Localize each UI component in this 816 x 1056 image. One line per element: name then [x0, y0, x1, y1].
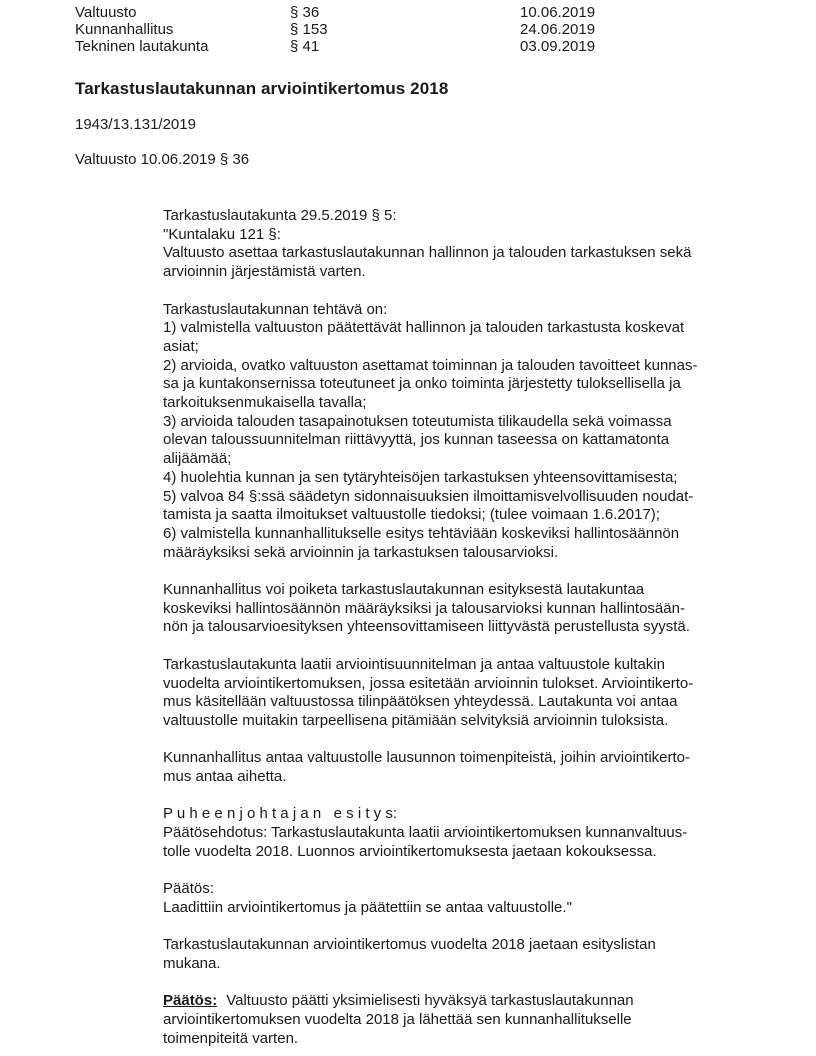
header-date-cell: 03.09.2019: [520, 38, 596, 55]
body-line: 1) valmistella valtuuston päätettävät hallinnon ja talouden tarkastusta koskevat: [163, 319, 685, 337]
body-line: Kunnanhallitus voi poiketa tarkastuslautakunnan esityksestä lautakuntaa: [163, 581, 645, 599]
body-line: Päätös: Valtuusto päätti yksimielisesti hyväksyä tarkastuslautakunnan: [163, 992, 634, 1010]
body-line: valtuustolle muitakin tarpeellisena pitämiään selvityksiä arvioinnin tuloksista.: [163, 711, 669, 729]
paragraph: [163, 207, 763, 282]
paragraph: [163, 880, 763, 917]
body-line: "Kuntalaku 121 §:: [163, 225, 281, 243]
body-line: arvioinnin järjestämistä varten.: [163, 263, 366, 281]
header-organ-cell: Tekninen lautakunta: [75, 38, 209, 55]
body-line: alijäämää;: [163, 450, 232, 468]
body-line: Tarkastuslautakunnan tehtävä on:: [163, 300, 388, 318]
page-title: Tarkastuslautakunnan arviointikertomus 2018: [75, 79, 449, 98]
header-section-cell: § 41: [290, 38, 320, 55]
header-row: [75, 4, 816, 21]
body-line: 4) huolehtia kunnan ja sen tytäryhteisöjen tarkastuksen yhteensovittamisesta;: [163, 468, 678, 486]
document-body: [163, 207, 763, 1049]
body-line: määräyksiksi sekä arvioinnin ja tarkastuksen talousarvioksi.: [163, 543, 559, 561]
body-line: mus käsitellään valtuustossa tilinpäätöksen yhteydessä. Lautakunta voi antaa: [163, 693, 678, 711]
body-line: Kunnanhallitus antaa valtuustolle lausunnon toimenpiteistä, joihin arviointikerto-: [163, 749, 690, 767]
decision-label: Päätös:: [163, 992, 218, 1010]
header-organ-cell: Valtuusto: [75, 4, 137, 21]
body-line: Päätös:: [163, 880, 214, 898]
header-row: [75, 38, 816, 55]
body-line: arviointikertomuksen vuodelta 2018 ja lähettää sen kunnanhallitukselle: [163, 1011, 632, 1029]
body-line: 6) valmistella kunnanhallitukselle esitys tehtäviään koskeviksi hallintosäännön: [163, 524, 680, 542]
body-line: tamista ja saatta ilmoitukset valtuustolle tiedoksi; (tulee voimaan 1.6.2017);: [163, 506, 660, 524]
meeting-reference: Valtuusto 10.06.2019 § 36: [75, 151, 250, 168]
body-line: 5) valvoa 84 §:ssä säädetyn sidonnaisuuksien ilmoittamisvelvollisuuden noudat-: [163, 487, 694, 505]
header-table: [0, 0, 816, 55]
body-line: Päätösehdotus: Tarkastuslautakunta laatii arviointikertomuksen kunnanvaltuus-: [163, 824, 688, 842]
paragraph: [163, 749, 763, 786]
paragraph: [163, 301, 763, 563]
body-line: Tarkastuslautakunta laatii arviointisuunnitelman ja antaa valtuustole kultakin: [163, 655, 665, 673]
final-decision-paragraph: [163, 992, 763, 1048]
body-line: asiat;: [163, 337, 199, 355]
header-row: [75, 21, 816, 38]
header-organ-cell: Kunnanhallitus: [75, 21, 174, 38]
body-line: vuodelta arviointikertomuksen, jossa esitetään arvioinnin tulokset. Arviointikerto-: [163, 674, 694, 692]
body-line: Valtuusto asettaa tarkastuslautakunnan hallinnon ja talouden tarkastuksen sekä: [163, 244, 692, 262]
paragraph: [163, 805, 763, 861]
body-line: koskeviksi hallintosäännön määräyksiksi ja talousarvioksi kunnan hallintosään-: [163, 599, 685, 617]
body-line: toimenpiteitä varten.: [163, 1029, 299, 1047]
body-line: Tarkastuslautakunta 29.5.2019 § 5:: [163, 207, 397, 224]
body-line: 3) arvioida talouden tasapainotuksen toteutumista tilikaudella sekä voimassa: [163, 412, 672, 430]
header-section-cell: § 153: [290, 21, 328, 38]
body-line: tolle vuodelta 2018. Luonnos arviointikertomuksesta jaetaan kokouksessa.: [163, 842, 657, 860]
header-date-cell: 24.06.2019: [520, 21, 596, 38]
header-date-cell: 10.06.2019: [520, 4, 596, 21]
body-line: mus antaa aihetta.: [163, 768, 287, 786]
body-line: mukana.: [163, 955, 221, 973]
paragraph: [163, 936, 763, 973]
body-line: P u h e e n j o h t a j a n e s i t y s:: [163, 805, 398, 823]
paragraph: [163, 581, 763, 637]
paragraph: [163, 656, 763, 731]
body-line: tarkoituksenmukaisella tavalla;: [163, 394, 367, 412]
body-line: olevan taloussuunnitelman riittävyyttä, jos kunnan taseessa on kattamatonta: [163, 431, 670, 449]
body-line: 2) arvioida, ovatko valtuuston asettamat toiminnan ja talouden tavoitteet kunnas-: [163, 356, 698, 374]
case-number: 1943/13.131/2019: [75, 116, 196, 133]
header-section-cell: § 36: [290, 4, 320, 21]
body-line: sa ja kuntakonsernissa toteutuneet ja onko toiminta järjestetty tuloksellisella ja: [163, 375, 681, 393]
body-line: nön ja talousarvioesityksen yhteensovittamiseen liittyvästä perustellusta syystä.: [163, 618, 690, 636]
body-line: Laadittiin arviointikertomus ja päätettiin se antaa valtuustolle.": [163, 898, 572, 916]
body-line: Tarkastuslautakunnan arviointikertomus vuodelta 2018 jaetaan esityslistan: [163, 936, 656, 954]
